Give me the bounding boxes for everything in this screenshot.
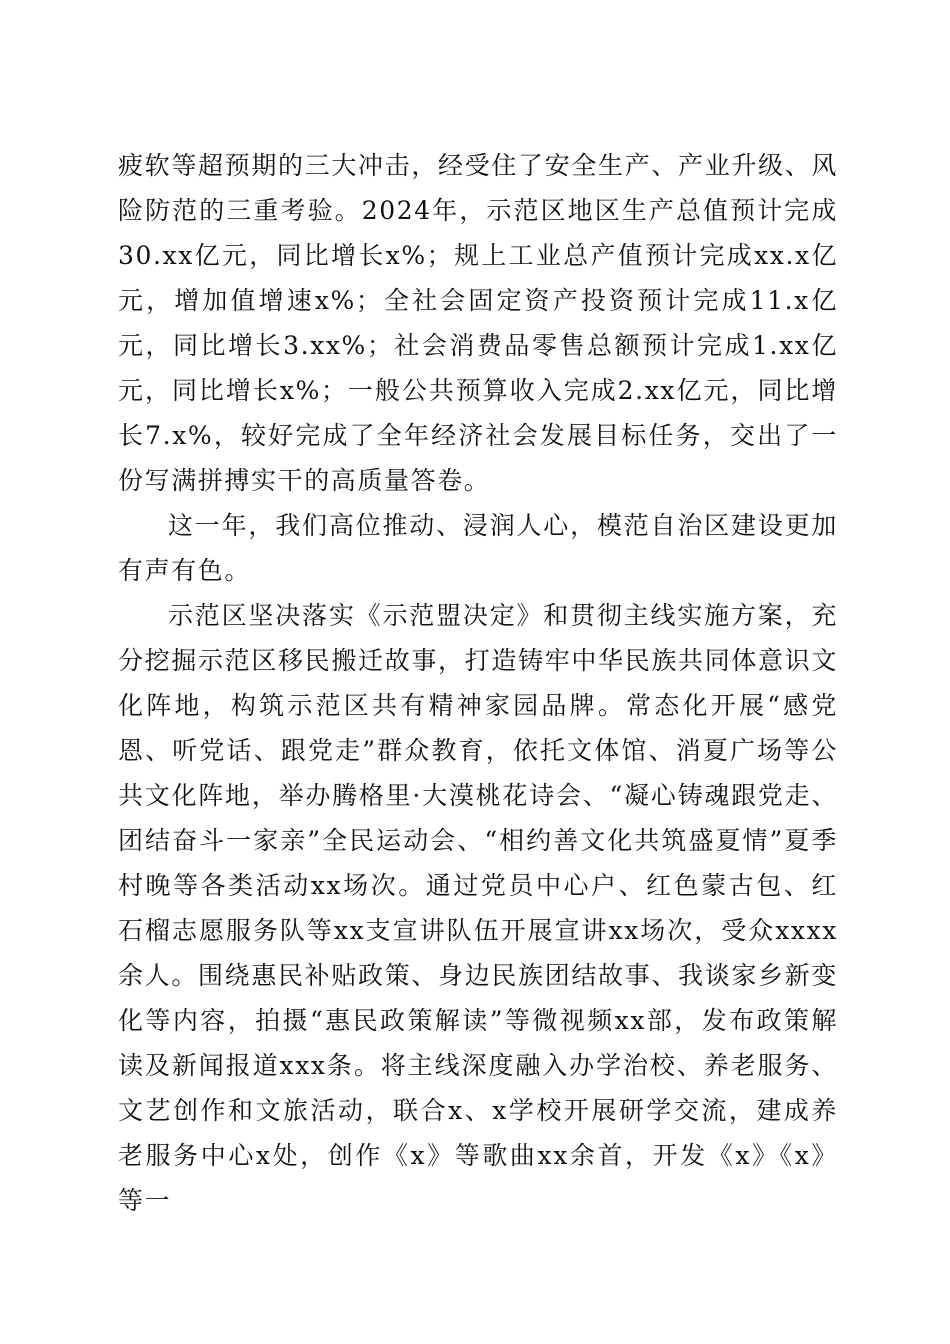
document-body xyxy=(118,143,838,1223)
paragraph-implementation: 示范区坚决落实《示范盟决定》和贯彻主线实施方案，充分挖掘示范区移民搬迁故事，打造铸牢中华民族共同体意识文化阵地，构筑示范区共有精神家园品牌。常态化开展“感党恩、听党话、跟党走”群众教育，依托文体馆、消夏广场等公共文化阵地，举办腾格里·大漠桃花诗会、“凝心铸魂跟党走、团结奋斗一家亲”全民运动会、“相约善文化共筑盛夏情”夏季村晚等各类活动xx场次。通过党员中心户、红色蒙古包、红石榴志愿服务队等xx支宣讲队伍开展宣讲xx场次，受众xxxx余人。围绕惠民补贴政策、身边民族团结故事、我谈家乡新变化等内容，拍摄“惠民政策解读”等微视频xx部，发布政策解读及新闻报道xxx条。将主线深度融入办学治校、养老服务、文艺创作和文旅活动，联合x、x学校开展研学交流，建成养老服务中心x处，创作《x》等歌曲xx余首，开发《x》《x》等一 xyxy=(118,601,838,1215)
paragraph-economic-summary: 疲软等超预期的三大冲击，经受住了安全生产、产业升级、风险防范的三重考验。2024年，示范区地区生产总值预计完成30.xx亿元，同比增长x%；规上工业总产值预计完成xx.x亿元，增加值增速x%；全社会固定资产投资预计完成11.x亿元，同比增长3.xx%；社会消费品零售总额预计完成1.xx亿元，同比增长x%；一般公共预算收入完成2.xx亿元，同比增长7.x%，较好完成了全年经济社会发展目标任务，交出了一份写满拼搏实干的高质量答卷。 xyxy=(118,151,838,495)
paragraph-model-region: 这一年，我们高位推动、浸润人心，模范自治区建设更加有声有色。 xyxy=(118,511,838,585)
